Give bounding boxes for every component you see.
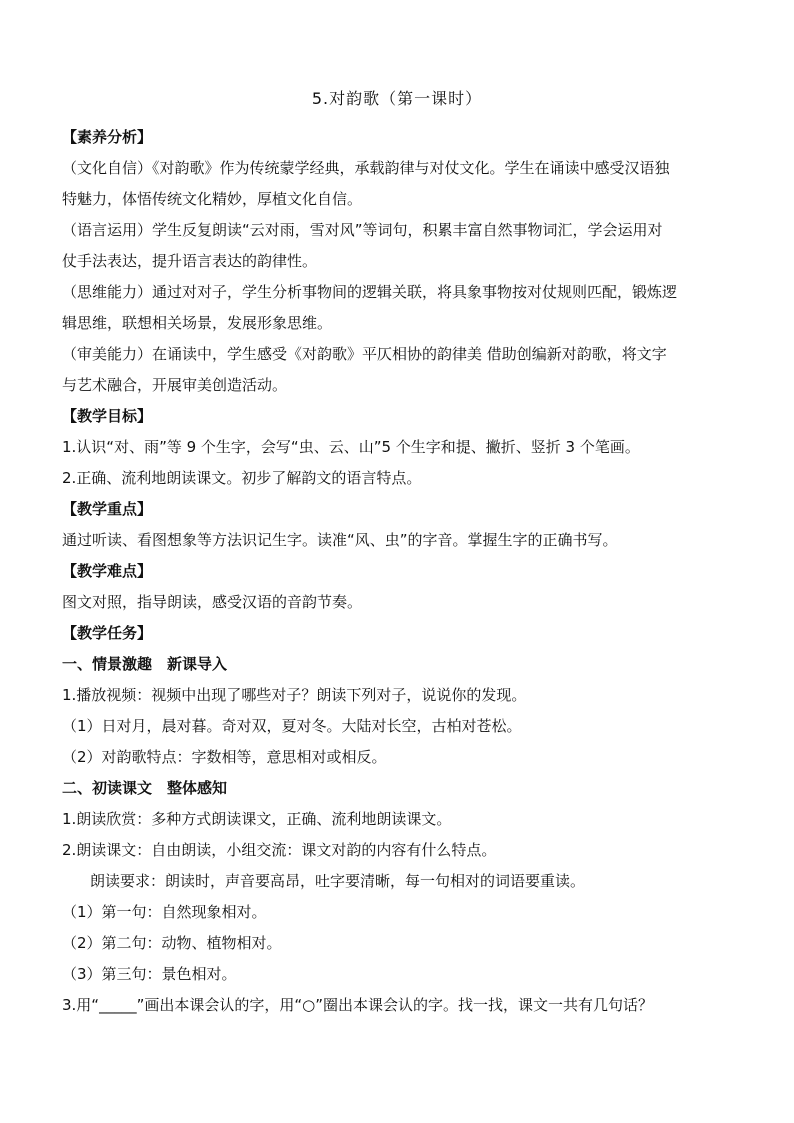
literacy-paragraph-4-line-1: （审美能力）在诵读中，学生感受《对韵歌》平仄相协的韵律美 借助创编新对韵歌，将文字 — [62, 345, 667, 363]
part-2-item-sentence-2: （2）第二句：动物、植物相对。 — [62, 934, 282, 952]
part-1-item-1: 1.播放视频：视频中出现了哪些对子？朗读下列对子，说说你的发现。 — [62, 686, 527, 704]
goals-heading: 【教学目标】 — [62, 407, 153, 425]
document-body — [62, 122, 740, 1021]
part-1-item-2: （1）日对月，晨对暮。奇对双，夏对冬。大陆对长空，古柏对苍松。 — [62, 717, 522, 735]
tasks-heading: 【教学任务】 — [62, 624, 153, 642]
literacy-paragraph-3-line-2: 辑思维，联想相关场景，发展形象思维。 — [62, 314, 333, 332]
difficulty-heading: 【教学难点】 — [62, 562, 153, 580]
key-points-heading: 【教学重点】 — [62, 500, 153, 518]
key-points-text: 通过听读、看图想象等方法识记生字。读准“风、虫”的字音。掌握生字的正确书写。 — [62, 531, 618, 549]
goal-item-1: 1.认识“对、雨”等 9 个生字，会写“虫、云、山”5 个生字和提、撇折、竖折 3 个笔画。 — [62, 438, 640, 456]
literacy-paragraph-2-line-2: 仗手法表达，提升语言表达的韵律性。 — [62, 252, 318, 270]
literacy-paragraph-2-line-1: （语言运用）学生反复朗读“云对雨，雪对风”等词句，积累丰富自然事物词汇，学会运用对 — [62, 221, 663, 239]
part-1-item-3: （2）对韵歌特点：字数相等，意思相对或相反。 — [62, 748, 387, 766]
literacy-paragraph-3-line-1: （思维能力）通过对对子，学生分析事物间的逻辑关联，将具象事物按对仗规则匹配，锻炼逻 — [62, 283, 678, 301]
literacy-paragraph-1-line-2: 特魅力，体悟传统文化精妙，厚植文化自信。 — [62, 190, 363, 208]
goal-item-2: 2.正确、流利地朗读课文。初步了解韵文的语言特点。 — [62, 469, 422, 487]
literacy-paragraph-4-line-2: 与艺术融合，开展审美创造活动。 — [62, 376, 288, 394]
literacy-heading: 【素养分析】 — [62, 128, 153, 146]
part-2-item-3: 3.用“_____”画出本课会认的字，用“○”圈出本课会认的字。找一找，课文一共有几句话？ — [62, 996, 653, 1014]
part-2-item-sentence-3: （3）第三句：景色相对。 — [62, 965, 237, 983]
part-2-item-1: 1.朗读欣赏：多种方式朗读课文，正确、流利地朗读课文。 — [62, 810, 452, 828]
part-2-heading: 二、初读课文 整体感知 — [62, 779, 228, 797]
part-2-item-sentence-1: （1）第一句：自然现象相对。 — [62, 903, 267, 921]
part-2-item-2: 2.朗读课文：自由朗读，小组交流：课文对韵的内容有什么特点。 — [62, 841, 497, 859]
literacy-paragraph-1-line-1: （文化自信）《对韵歌》作为传统蒙学经典，承载韵律与对仗文化。学生在诵读中感受汉语独 — [62, 159, 670, 177]
part-2-reading-requirement: 朗读要求：朗读时，声音要高昂，吐字要清晰，每一句相对的词语要重读。 — [90, 872, 586, 890]
page-title: 5.对韵歌（第一课时） — [311, 89, 483, 108]
part-1-heading: 一、情景激趣 新课导入 — [62, 655, 228, 673]
difficulty-text: 图文对照，指导朗读，感受汉语的音韵节奏。 — [62, 593, 363, 611]
